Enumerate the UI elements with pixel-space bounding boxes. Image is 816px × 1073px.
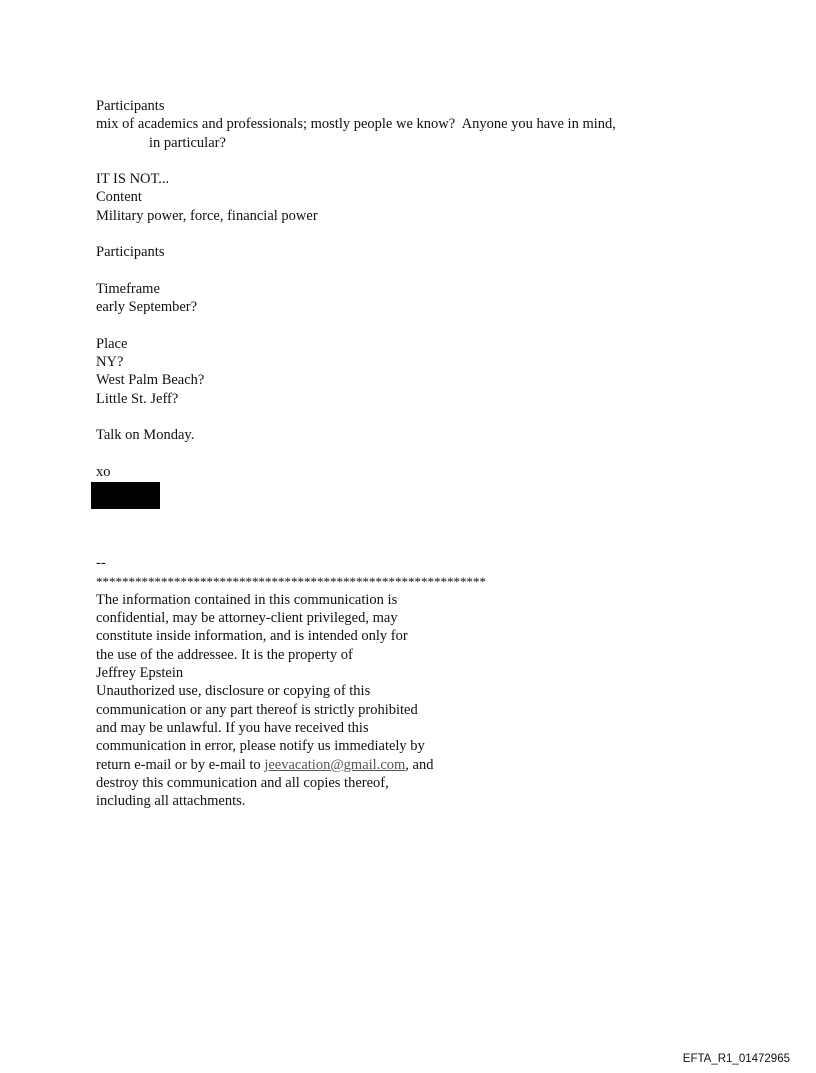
redaction-block [91,482,160,509]
content-text: Military power, force, financial power [96,207,318,224]
place-heading: Place [96,335,128,352]
return-suffix: , and [405,756,434,773]
place-option: NY? [96,354,124,371]
separator-stars: ************************************************************ [96,573,486,589]
disclaimer-line: confidential, may be attorney-client privileged, may [96,610,398,627]
disclaimer [96,554,736,810]
closing-line: Talk on Monday. [96,427,195,444]
separator-dashes: -- [96,555,106,572]
return-prefix: return e-mail or by e-mail to [96,756,265,773]
disclaimer-line: destroy this communication and all copies thereof, [96,774,389,791]
timeframe-text: early September? [96,299,198,316]
disclaimer-line: including all attachments. [96,793,246,810]
disclaimer-return-line [96,756,736,774]
disclaimer-line: Jeffrey Epstein [96,665,184,682]
signoff: xo [96,463,111,480]
disclaimer-line: the use of the addressee. It is the property of [96,646,353,663]
disclaimer-line: The information contained in this communication is [96,591,398,608]
disclaimer-line: communication or any part thereof is strictly prohibited [96,701,418,718]
participants-heading: Participants [96,98,165,114]
participants-description-continued: in particular? [149,134,226,151]
participants-description: mix of academics and professionals; mostly people we know? Anyone you have in mind, [96,116,616,133]
it-is-not-heading: IT IS NOT... [96,171,170,188]
document-id: EFTA_R1_01472965 [682,1053,790,1065]
disclaimer-line: Unauthorized use, disclosure or copying of this [96,683,371,700]
place-option: Little St. Jeff? [96,390,179,407]
disclaimer-line: and may be unlawful. If you have received this [96,719,369,736]
disclaimer-line: constitute inside information, and is intended only for [96,628,408,645]
timeframe-heading: Timeframe [96,280,160,297]
email-link[interactable]: jeevacation@gmail.com [264,756,406,773]
place-option: West Palm Beach? [96,372,205,389]
disclaimer-line: communication in error, please notify us immediately by [96,738,425,755]
email-body [96,97,736,810]
participants-heading-second: Participants [96,244,165,261]
content-heading: Content [96,189,142,206]
